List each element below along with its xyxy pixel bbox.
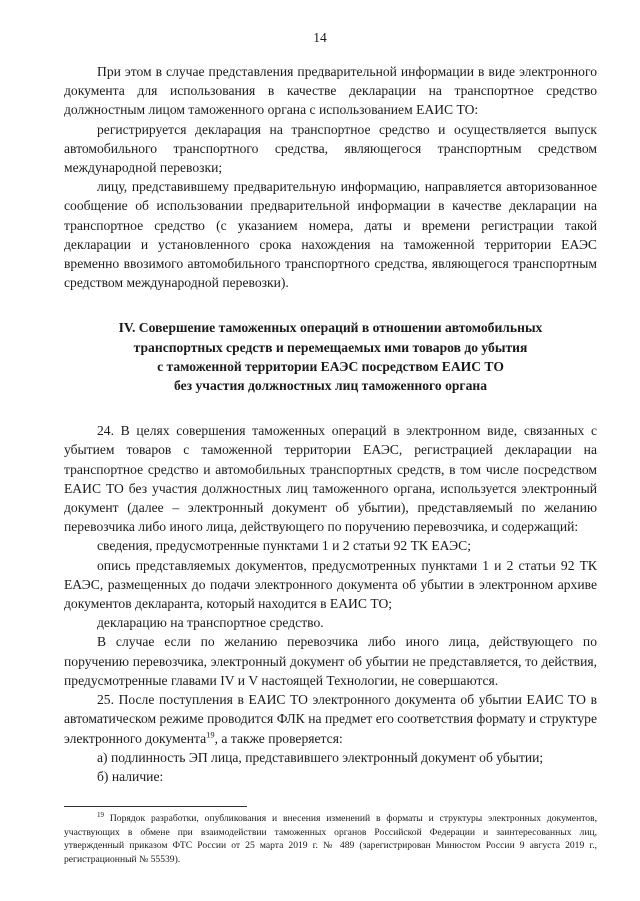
section-heading xyxy=(64,318,597,395)
paragraph-25-text: 25. После поступления в ЕАИС ТО электронного документа об убытии ЕАИС ТО в автоматическом режиме проводится ФЛК на предмет его соответствия формату и структуре электронного документа xyxy=(64,692,597,746)
footnote xyxy=(64,812,597,866)
footnote-number: 19 xyxy=(97,810,104,819)
footnote-text: Порядок разработки, опубликования и внесения изменений в форматы и структуры электронных документов, участвующих в обмене при взаимодействии таможенных органов Российской Федерации и заинтересованных лиц, утвержденный приказом ФТС России от 25 марта 2019 г. № 489 (зарегистрирован Минюстом России 9 августа 2019 г., регистрационный № 55539). xyxy=(64,813,597,865)
footnote-ref: 19 xyxy=(206,728,215,739)
paragraph-24-item-3: декларацию на транспортное средство. xyxy=(97,615,324,631)
paragraph-24-note: В случае если по желанию перевозчика либо иного лица, действующего по поручению перевозчика, электронный документ об убытии не представляется, то действия, предусмотренные главами IV и V настоящей Технологии, не совершаются. xyxy=(64,634,597,688)
heading-line-4: без участия должностных лиц таможенного органа xyxy=(173,378,488,394)
document-body xyxy=(64,62,597,786)
paragraph-24: 24. В целях совершения таможенных операций в электронном виде, связанных с убытием товаров с таможенной территории ЕАЭС, регистрацией декларации на транспортное средство и автомобильных транспортных средств, в том числе посредством ЕАИС ТО без участия должностных лиц таможенного органа, используется электронный документ (далее – электронный документ об убытии), представляемый по желанию перевозчика либо иного лица, действующего по поручению перевозчика, и содержащий: xyxy=(64,423,597,535)
heading-line-1: IV. Совершение таможенных операций в отношении автомобильных xyxy=(118,320,543,336)
paragraph-25 xyxy=(64,690,597,748)
paragraph-a3: лицу, представившему предварительную информацию, направляется авторизованное сообщение об использовании предварительной информации в качестве декларации на транспортное средство (с указанием номера, даты и времени регистрации такой декларации и установленного срока нахождения на таможенной территории ЕАЭС временно ввозимого автомобильного транспортного средства, являющегося транспортным средством международной перевозки). xyxy=(64,179,597,291)
paragraph-a1: При этом в случае представления предварительной информации в виде электронного документа для использования в качестве декларации на транспортное средство должностным лицом таможенного органа с использованием ЕАИС ТО: xyxy=(64,64,597,118)
heading-line-3: с таможенной территории ЕАЭС посредством ЕАИС ТО xyxy=(157,358,504,374)
paragraph-24-item-2: опись представляемых документов, предусмотренных пунктами 1 и 2 статьи 92 ТК ЕАЭС, размещенных до подачи электронного документа об убытии в электронном архиве документов декларанта, который находится в ЕАИС ТО; xyxy=(64,557,597,612)
paragraph-25-tail: , а также проверяется: xyxy=(214,730,343,746)
paragraph-a2: регистрируется декларация на транспортное средство и осуществляется выпуск автомобильного транспортного средства, являющегося транспортным средством международной перевозки; xyxy=(64,121,597,176)
page-number: 14 xyxy=(313,30,327,45)
footnote-divider xyxy=(64,806,247,807)
heading-line-2: транспортных средств и перемещаемых ими товаров до убытия xyxy=(133,339,528,355)
paragraph-24-item-1: сведения, предусмотренные пунктами 1 и 2 статьи 92 ТК ЕАЭС; xyxy=(97,538,471,554)
paragraph-25-item-a: а) подлинность ЭП лица, представившего электронный документ об убытии; xyxy=(97,749,544,765)
paragraph-25-item-b: б) наличие: xyxy=(97,768,164,784)
